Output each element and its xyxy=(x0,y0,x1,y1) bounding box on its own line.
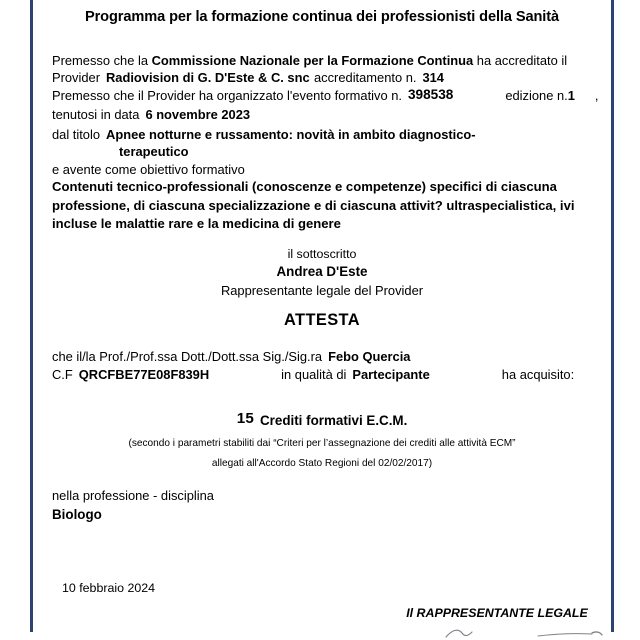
preamble-line-event-number xyxy=(52,87,598,104)
recipient-line xyxy=(52,348,410,365)
preamble-line-event-title xyxy=(52,126,476,143)
signature-mark xyxy=(442,624,632,640)
fiscal-code-value: QRCFBE77E08F839H xyxy=(78,367,210,382)
preamble-line-event-title-cont xyxy=(119,143,188,160)
event-intro-text: Premesso che il Provider ha organizzato l'evento formativo n. xyxy=(52,88,402,103)
objective-text: Contenuti tecnico-professionali (conoscenze e competenze) specifici di ciascuna professione, di ciascuna specializzazione e di ciascuna attivit? ultraspecialistica, ivi incluse le malattie rare e la medicina di genere xyxy=(52,179,575,231)
profession-label: nella professione - disciplina xyxy=(52,488,214,503)
recipient-name: Febo Quercia xyxy=(328,349,411,364)
event-title-label: dal titolo xyxy=(52,127,101,142)
preamble-line-commission xyxy=(52,52,567,69)
attesta-heading: ATTESTA xyxy=(284,311,360,329)
profession-value xyxy=(52,506,102,523)
signer-role: Rappresentante legale del Provider xyxy=(220,283,424,298)
preamble-text-2: ha accreditato il xyxy=(473,53,568,68)
role-value: Partecipante xyxy=(352,367,430,382)
edition-label: edizione n. xyxy=(505,88,568,103)
issue-date: 10 febbraio 2024 xyxy=(62,581,156,595)
event-title-continuation: terapeutico xyxy=(119,144,189,159)
signer-name: Andrea D'Este xyxy=(276,264,368,279)
event-number: 398538 xyxy=(407,86,454,102)
acquired-label: ha acquisito: xyxy=(501,367,575,382)
credits-note-line-1: (secondo i parametri stabiliti dai “Criteri per l’assegnazione dei crediti alle attività ECM” xyxy=(128,438,516,449)
event-date-label: tenutosi in data xyxy=(52,107,140,122)
recipient-prefix: che il/la Prof./Prof.ssa Dott./Dott.ssa Sig./Sig.ra xyxy=(52,349,323,364)
signer-intro: il sottoscritto xyxy=(287,247,357,261)
preamble-text-1: Premesso che la xyxy=(52,53,152,68)
credits-line xyxy=(44,409,600,429)
event-date: 6 novembre 2023 xyxy=(145,107,251,122)
credits-amount: 15 xyxy=(236,409,254,427)
commission-name: Commissione Nazionale per la Formazione Continua xyxy=(151,53,474,68)
provider-label: Provider xyxy=(52,70,100,85)
legal-representative-label: Il RAPPRESENTANTE LEGALE xyxy=(406,606,588,620)
event-title: Apnee notturne e russamento: novità in ambito diagnostico- xyxy=(106,127,476,142)
certificate-content xyxy=(44,0,600,640)
profession-value-text: Biologo xyxy=(52,507,102,522)
credits-unit: Crediti formativi E.C.M. xyxy=(259,413,408,428)
page-border-right xyxy=(611,0,614,632)
edition-number: 1 xyxy=(567,88,575,103)
credits-note-line-2: allegati all'Accordo Stato Regioni del 02/02/2017) xyxy=(211,458,433,469)
accreditation-label: accreditamento n. xyxy=(314,70,417,85)
fiscal-code-label: C.F xyxy=(52,367,73,382)
accreditation-number: 314 xyxy=(422,70,444,85)
page-border-left xyxy=(30,0,33,632)
edition-comma: , xyxy=(594,88,599,103)
page-title: Programma per la formazione continua dei professionisti della Sanità xyxy=(84,9,560,25)
fiscal-code-line xyxy=(52,366,574,383)
preamble-line-date xyxy=(52,106,250,123)
role-label: in qualità di xyxy=(281,367,347,382)
preamble-line-provider: Provider Radiovision di G. D'Este & C. snc accreditamento n. 314 xyxy=(52,70,444,85)
objective-intro: e avente come obiettivo formativo xyxy=(52,162,245,177)
